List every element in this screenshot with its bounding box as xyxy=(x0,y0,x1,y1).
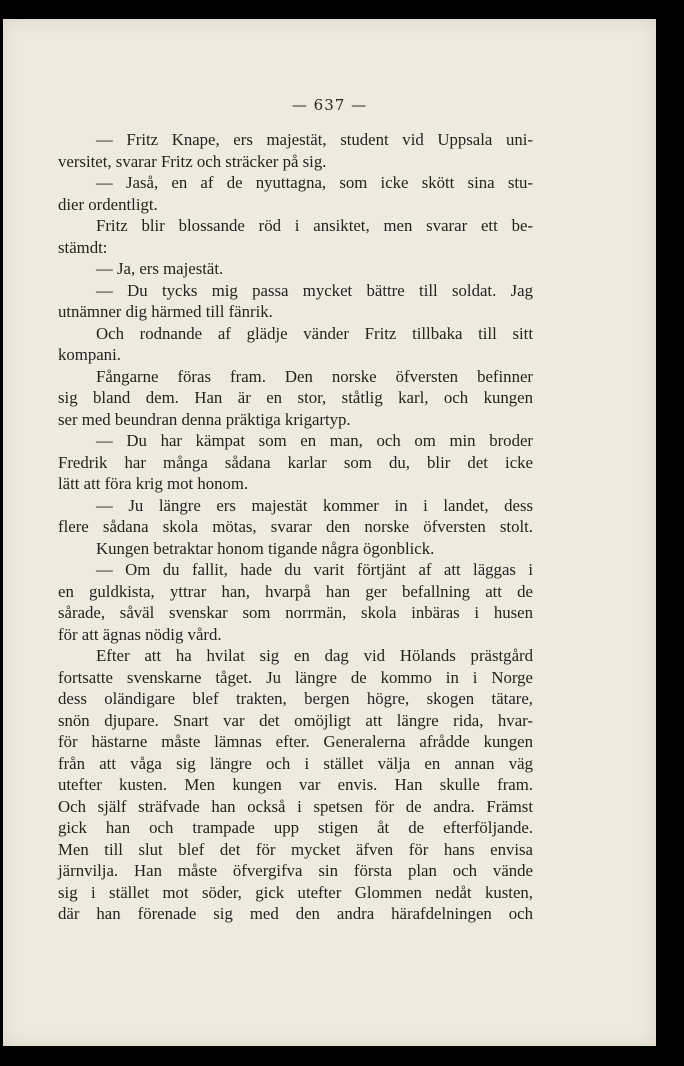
text-line: Fredrik har många sådana karlar som du, blir det icke xyxy=(58,452,533,472)
text-line: Och själf sträfvade han också i spetsen för de andra. Främst xyxy=(58,796,533,816)
text-line: där han förenade sig med den andra härafdelningen och xyxy=(58,904,533,923)
book-page xyxy=(3,19,656,1046)
text-line: versitet, svarar Fritz och sträcker på sig. xyxy=(58,151,327,171)
text-line: för hästarne måste lämnas efter. Generalerna afrådde kungen xyxy=(58,732,533,751)
text-line: gick han och trampade upp stigen åt de efterföljande. xyxy=(58,818,533,837)
text-line: Men till slut blef det för mycket äfven för hans envisa xyxy=(58,839,533,859)
text-line: — Du tycks mig passa mycket bättre till soldat. Jag xyxy=(96,280,533,300)
text-line: sig bland dem. Han är en stor, ståtlig karl, och kungen xyxy=(58,388,533,407)
text-line: dier ordentligt. xyxy=(58,194,158,214)
text-line: för att ägnas nödig vård. xyxy=(58,624,222,644)
text-line: från att våga sig längre och i stället välja en annan väg xyxy=(58,753,533,773)
text-line: — Ju längre ers majestät kommer in i landet, dess xyxy=(96,495,533,515)
text-line: — Du har kämpat som en man, och om min broder xyxy=(96,431,533,450)
text-line: — Ja, ers majestät. xyxy=(96,259,224,278)
text-line: utefter kusten. Men kungen var envis. Han skulle fram. xyxy=(58,775,533,794)
page-number: — 637 — xyxy=(291,96,368,114)
text-line: järnvilja. Han måste öfvergifva sin första plan och vände xyxy=(58,861,533,880)
text-line: flere sådana skola mötas, svarar den norske öfversten stolt. xyxy=(58,517,533,536)
text-line: kompani. xyxy=(58,345,121,364)
text-line: — Om du fallit, hade du varit förtjänt af att läggas i xyxy=(96,560,533,579)
body-text xyxy=(58,129,533,925)
text-line: en guldkista, yttrar han, hvarpå han ger befallning att de xyxy=(58,581,533,601)
text-line: utnämner dig härmed till fänrik. xyxy=(58,302,273,321)
text-line: fortsatte svenskarne tåget. Ju längre de kommo in i Norge xyxy=(58,667,533,687)
text-line: Kungen betraktar honom tigande några ögonblick. xyxy=(96,538,435,558)
text-line: snön djupare. Snart var det omöjligt att längre rida, hvar- xyxy=(58,710,533,730)
text-line: ser med beundran denna präktiga krigartyp. xyxy=(58,409,351,429)
text-line: Fritz blir blossande röd i ansiktet, men svarar ett be- xyxy=(96,216,533,235)
text-line: — Fritz Knape, ers majestät, student vid Uppsala uni- xyxy=(96,130,533,149)
text-line: sig i stället mot söder, gick utefter Glommen nedåt kusten, xyxy=(58,882,533,902)
text-line: lätt att föra krig mot honom. xyxy=(58,474,249,493)
text-line: stämdt: xyxy=(58,237,108,257)
text-line: Fångarne föras fram. Den norske öfversten befinner xyxy=(96,366,533,386)
text-line: dess oländigare blef trakten, bergen högre, skogen tätare, xyxy=(58,689,533,708)
text-line: — Jaså, en af de nyuttagna, som icke skött sina stu- xyxy=(96,173,533,192)
text-line: Efter att ha hvilat sig en dag vid Hölands prästgård xyxy=(96,646,533,665)
text-line: sårade, såväl svenskar som norrmän, skola inbäras i husen xyxy=(58,603,533,622)
text-line: Och rodnande af glädje vänder Fritz tillbaka till sitt xyxy=(96,323,533,343)
